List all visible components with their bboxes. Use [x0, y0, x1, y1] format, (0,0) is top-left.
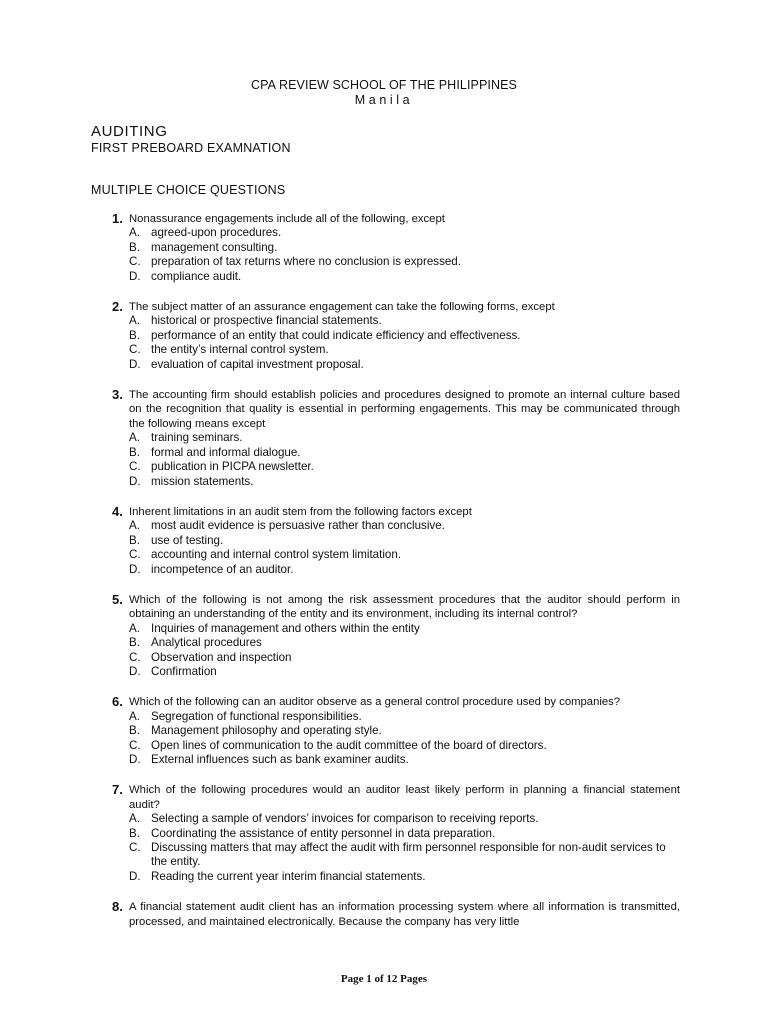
choice-letter: C.: [129, 738, 141, 752]
subject-title: AUDITING: [91, 123, 168, 140]
choice-a: [129, 519, 680, 533]
choice-b: [129, 446, 680, 460]
question-list: [112, 212, 680, 945]
choice-letter: B.: [129, 636, 140, 650]
choice-text: Confirmation: [151, 664, 217, 678]
choice-text: most audit evidence is persuasive rather than conclusive.: [151, 519, 445, 533]
choice-a: [129, 622, 680, 636]
question-text: The subject matter of an assurance engagement can take the following forms, except: [129, 301, 555, 314]
choice-text: use of testing.: [151, 533, 224, 547]
question-text: Inherent limitations in an audit stem from the following factors except: [129, 505, 472, 518]
choice-text: performance of an entity that could indicate efficiency and effectiveness.: [151, 328, 521, 342]
choice-letter: B.: [129, 445, 140, 459]
choice-d: [129, 475, 680, 489]
choice-text: External influences such as bank examiner audits.: [151, 753, 409, 766]
choice-a: [129, 431, 680, 445]
choice-list: [129, 226, 680, 284]
question-text: Which of the following can an auditor observe as a general control procedure used by companies?: [129, 696, 621, 709]
school-city: Manila: [354, 93, 414, 107]
choice-a: [129, 314, 680, 328]
choice-text: training seminars.: [151, 431, 243, 445]
question-number: 5.: [112, 591, 123, 607]
choice-letter: D.: [129, 753, 141, 766]
choice-letter: A.: [129, 314, 140, 328]
question-1: [112, 212, 680, 284]
choice-text: Open lines of communication to the audit committee of the board of directors.: [151, 738, 547, 752]
choice-a: [129, 812, 680, 826]
exam-name: FIRST PREBOARD EXAMNATION: [91, 141, 291, 155]
choice-b: [129, 827, 680, 841]
choice-c: [129, 343, 680, 357]
choice-letter: D.: [129, 269, 141, 283]
question-number: 2.: [112, 299, 123, 315]
question-number: 8.: [112, 899, 123, 915]
choice-d: [129, 870, 680, 884]
choice-letter: C.: [129, 548, 141, 562]
school-name: CPA REVIEW SCHOOL OF THE PHILIPPINES: [251, 78, 517, 92]
choice-letter: B.: [129, 328, 140, 342]
question-7: [112, 783, 680, 884]
choice-b: [129, 241, 680, 255]
choice-letter: D.: [129, 869, 141, 883]
choice-d: [129, 753, 680, 767]
choice-text: preparation of tax returns where no conclusion is expressed.: [151, 255, 461, 269]
choice-text: accounting and internal control system limitation.: [151, 548, 402, 562]
choice-letter: B.: [129, 724, 140, 738]
choice-letter: D.: [129, 474, 141, 488]
question-text: Which of the following procedures would an auditor least likely perform in planning a financial statement audit?: [129, 784, 680, 811]
choice-b: [129, 534, 680, 548]
choice-text: management consulting.: [151, 240, 278, 254]
choice-letter: A.: [129, 709, 140, 723]
choice-c: [129, 739, 680, 753]
section-title: MULTIPLE CHOICE QUESTIONS: [91, 183, 286, 197]
choice-text: Management philosophy and operating style.: [151, 724, 382, 738]
choice-text: mission statements.: [151, 474, 254, 488]
choice-c: [129, 460, 680, 474]
choice-letter: C.: [129, 650, 141, 664]
choice-text: agreed-upon procedures.: [151, 226, 282, 240]
question-3: [112, 388, 680, 489]
choice-list: [129, 314, 680, 372]
choice-text: historical or prospective financial statements.: [151, 314, 382, 328]
choice-b: [129, 724, 680, 738]
choice-text: evaluation of capital investment proposal.: [151, 357, 364, 371]
choice-text: incompetence of an auditor.: [151, 562, 294, 576]
choice-text: publication in PICPA newsletter.: [151, 460, 314, 474]
choice-d: [129, 563, 680, 577]
question-text: A financial statement audit client has an information processing system where all information is transmitted, processed, and maintained electronically. Because the company has very little: [129, 901, 680, 928]
choice-text: Observation and inspection: [151, 650, 292, 664]
question-number: 6.: [112, 694, 123, 710]
choice-letter: B.: [129, 826, 140, 840]
choice-letter: D.: [129, 357, 141, 371]
choice-b: [129, 329, 680, 343]
choice-letter: A.: [129, 519, 140, 533]
choice-letter: D.: [129, 664, 141, 678]
choice-text: the entity’s internal control system.: [151, 343, 329, 357]
choice-text: Selecting a sample of vendors’ invoices for comparison to receiving reports.: [151, 812, 539, 826]
choice-letter: C.: [129, 841, 141, 855]
choice-letter: D.: [129, 562, 141, 576]
question-number: 7.: [112, 782, 123, 798]
question-5: [112, 593, 680, 679]
choice-d: [129, 358, 680, 372]
question-number: 3.: [112, 387, 123, 403]
choice-a: [129, 710, 680, 724]
choice-text: Analytical procedures: [151, 636, 262, 650]
choice-c: [129, 841, 680, 870]
choice-letter: A.: [129, 812, 140, 826]
choice-d: [129, 270, 680, 284]
choice-text: Inquiries of management and others within the entity: [151, 621, 420, 635]
question-number: 1.: [112, 211, 123, 226]
choice-text: Coordinating the assistance of entity personnel in data preparation.: [151, 826, 496, 840]
question-text: Nonassurance engagements include all of the following, except: [129, 213, 445, 225]
choice-letter: B.: [129, 533, 140, 547]
question-4: [112, 505, 680, 577]
choice-letter: B.: [129, 240, 140, 254]
choice-letter: A.: [129, 621, 140, 635]
question-2: [112, 300, 680, 372]
choice-c: [129, 548, 680, 562]
question-8: [112, 900, 680, 929]
choice-letter: A.: [129, 226, 140, 240]
choice-list: [129, 519, 680, 577]
choice-c: [129, 651, 680, 665]
choice-b: [129, 636, 680, 650]
choice-c: [129, 255, 680, 269]
choice-list: [129, 710, 680, 768]
question-number: 4.: [112, 503, 123, 519]
question-text: Which of the following is not among the risk assessment procedures that the auditor should perform in obtaining an understanding of the entity and its environment, including its internal control?: [129, 593, 680, 621]
choice-text: Discussing matters that may affect the audit with firm personnel responsible for non-audit services to the entity.: [151, 841, 666, 869]
question-6: [112, 695, 680, 767]
choice-letter: A.: [129, 431, 140, 445]
choice-a: [129, 226, 680, 240]
choice-list: [129, 622, 680, 680]
choice-letter: C.: [129, 255, 141, 269]
choice-text: compliance audit.: [151, 269, 242, 283]
choice-letter: C.: [129, 343, 141, 357]
choice-text: Segregation of functional responsibilities.: [151, 709, 362, 723]
choice-d: [129, 665, 680, 679]
choice-letter: C.: [129, 460, 141, 474]
choice-text: formal and informal dialogue.: [151, 445, 301, 459]
choice-text: Reading the current year interim financial statements.: [151, 869, 426, 883]
choice-list: [129, 431, 680, 489]
choice-list: [129, 812, 680, 884]
question-text: The accounting firm should establish policies and procedures designed to promote an internal culture based on the recognition that quality is essential in performing engagements. This may be communicated through the following means except: [129, 389, 680, 430]
page-number: Page 1 of 12 Pages: [340, 973, 428, 985]
